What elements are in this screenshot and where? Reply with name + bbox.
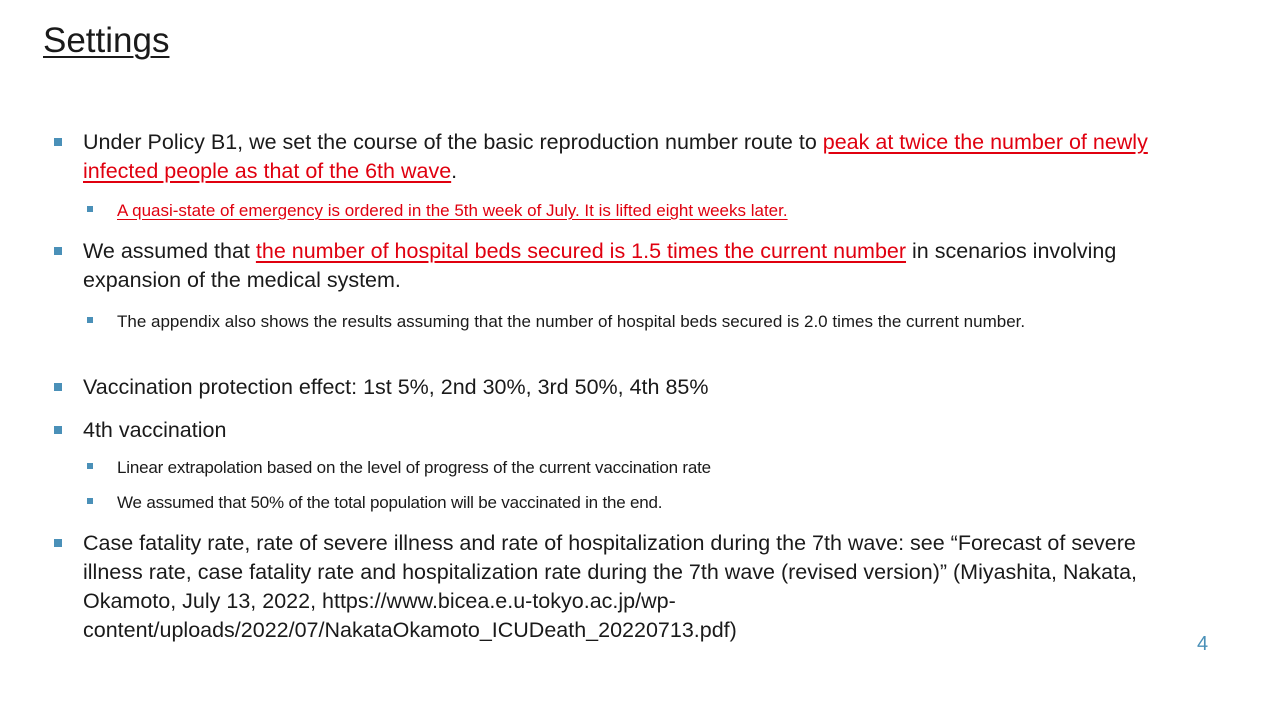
bullet-vaccination-effect <box>83 373 1183 402</box>
bullet-marker <box>54 247 62 255</box>
bullet-marker <box>54 383 62 391</box>
bullet-marker <box>87 498 93 504</box>
bullet-marker <box>87 206 93 212</box>
bullet-marker <box>54 539 62 547</box>
bullet-4th-vaccination <box>83 416 1183 445</box>
sub-bullet-emergency <box>117 198 1182 223</box>
text-segment: Under Policy B1, we set the course of the basic reproduction number route to <box>83 130 823 154</box>
text-segment: Case fatality rate, rate of severe illness and rate of hospitalization during the 7th wave: see “Forecast of severe illness rate, case fatality rate and hospitalization rate during the 7th wave (revised version)” (Miyashita, Nakata, Okamoto, July 13, 2022, https://www.bicea.e.u-tokyo.ac.jp/wp-content/uploads/2022/07/NakataOkamoto_ICUDeath_20220713.pdf) <box>83 531 1138 642</box>
slide-title: Settings <box>43 21 170 60</box>
text-segment: We assumed that <box>83 239 256 263</box>
highlighted-text: A quasi-state of emergency is ordered in the 5th week of July. It is lifted eight weeks later. <box>117 201 788 220</box>
highlighted-text: peak at twice the number of newly infected people as that of the 6th wave <box>83 130 1148 183</box>
sub-bullet-appendix <box>117 309 1182 334</box>
bullet-hospital-beds <box>83 237 1183 295</box>
sub-bullet-extrapolation <box>117 455 1182 480</box>
text-segment: Vaccination protection effect: 1st 5%, 2nd 30%, 3rd 50%, 4th 85% <box>83 375 709 399</box>
bullet-marker <box>54 138 62 146</box>
bullet-marker <box>87 463 93 469</box>
text-segment: 4th vaccination <box>83 418 227 442</box>
bullet-marker <box>54 426 62 434</box>
text-segment: in scenarios involving expansion of the medical system. <box>83 239 1117 292</box>
sub-bullet-population <box>117 490 1182 515</box>
page-number: 4 <box>1196 633 1209 655</box>
text-segment: The appendix also shows the results assuming that the number of hospital beds secured is 2.0 times the current number. <box>117 312 1026 331</box>
text-segment: We assumed that 50% of the total population will be vaccinated in the end. <box>117 493 663 512</box>
text-segment: . <box>451 159 458 183</box>
bullet-policy-b1 <box>83 128 1183 186</box>
highlighted-text: the number of hospital beds secured is 1.5 times the current number <box>255 239 907 263</box>
bullet-fatality-rate <box>83 529 1183 645</box>
bullet-marker <box>87 317 93 323</box>
text-segment: Linear extrapolation based on the level of progress of the current vaccination rate <box>117 458 711 477</box>
